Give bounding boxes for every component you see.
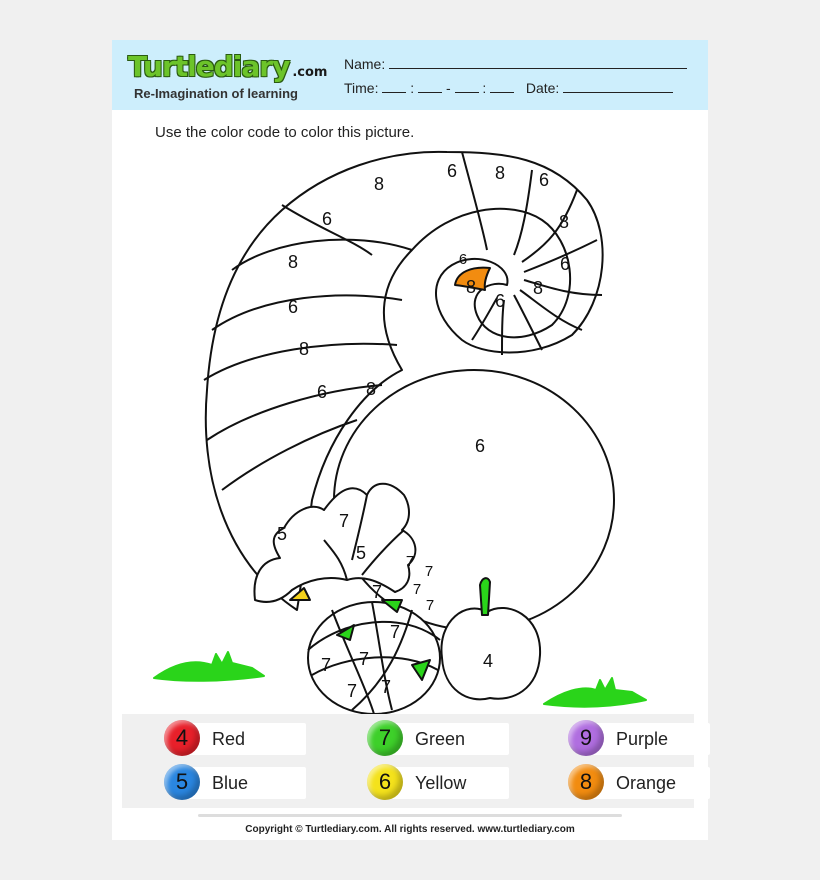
legend-number-badge: 5 bbox=[164, 764, 200, 800]
region-label: 7 bbox=[320, 654, 332, 675]
apple-stem bbox=[480, 578, 490, 615]
copyright-divider bbox=[198, 814, 622, 817]
time-separator: : bbox=[482, 80, 487, 96]
time-label: Time: bbox=[344, 80, 379, 96]
region-label: 7 bbox=[380, 676, 392, 697]
legend-label: Orange bbox=[590, 767, 710, 799]
grass-left bbox=[154, 652, 264, 681]
region-label: 7 bbox=[358, 648, 370, 669]
legend-label: Purple bbox=[590, 723, 710, 755]
region-label: 6 bbox=[494, 290, 506, 311]
legend-number-badge: 9 bbox=[568, 720, 604, 756]
legend-label: Green bbox=[389, 723, 509, 755]
region-label: 6 bbox=[316, 381, 328, 402]
time-separator: - bbox=[445, 80, 451, 96]
grass-right bbox=[544, 678, 646, 707]
legend-label: Blue bbox=[186, 767, 306, 799]
legend-label: Yellow bbox=[389, 767, 509, 799]
region-label: 7 bbox=[389, 621, 401, 642]
legend-number-badge: 8 bbox=[568, 764, 604, 800]
cornucopia-picture bbox=[112, 40, 708, 720]
region-label: 7 bbox=[424, 562, 434, 580]
region-label: 8 bbox=[494, 162, 506, 183]
region-label: 7 bbox=[412, 580, 422, 598]
region-label: 8 bbox=[365, 378, 377, 399]
region-label: 5 bbox=[355, 542, 367, 563]
date-label: Date: bbox=[525, 80, 560, 96]
region-label: 6 bbox=[321, 208, 333, 229]
region-label: 6 bbox=[538, 169, 550, 190]
region-label: 5 bbox=[276, 523, 288, 544]
region-label: 7 bbox=[425, 596, 435, 614]
copyright-text: Copyright © Turtlediary.com. All rights reserved. www.turtlediary.com bbox=[245, 824, 575, 835]
time-separator: : bbox=[410, 80, 415, 96]
tagline: Re-Imagination of learning bbox=[134, 86, 298, 101]
legend-number-badge: 7 bbox=[367, 720, 403, 756]
region-label: 6 bbox=[446, 160, 458, 181]
region-label: 7 bbox=[346, 680, 358, 701]
region-label: 7 bbox=[338, 510, 350, 531]
region-label: 8 bbox=[558, 211, 570, 232]
region-label: 8 bbox=[532, 277, 544, 298]
region-label: 8 bbox=[373, 173, 385, 194]
region-label: 6 bbox=[559, 253, 571, 274]
logo-text: Turtlediary bbox=[128, 50, 290, 83]
color-code-legend bbox=[122, 714, 694, 808]
region-label: 7 bbox=[405, 552, 415, 570]
region-label: 6 bbox=[287, 296, 299, 317]
name-label: Name: bbox=[344, 56, 386, 72]
region-label: 6 bbox=[474, 435, 486, 456]
instruction-text: Use the color code to color this picture. bbox=[155, 124, 415, 141]
legend-number-badge: 4 bbox=[164, 720, 200, 756]
region-label: 6 bbox=[458, 250, 468, 268]
region-label: 8 bbox=[287, 251, 299, 272]
region-label: 8 bbox=[465, 276, 477, 297]
logo-domain: .com bbox=[292, 65, 328, 80]
region-label: 4 bbox=[482, 650, 494, 671]
worksheet-page bbox=[112, 40, 708, 840]
legend-number-badge: 6 bbox=[367, 764, 403, 800]
region-label: 8 bbox=[298, 338, 310, 359]
legend-label: Red bbox=[186, 723, 306, 755]
region-label: 7 bbox=[371, 581, 383, 602]
